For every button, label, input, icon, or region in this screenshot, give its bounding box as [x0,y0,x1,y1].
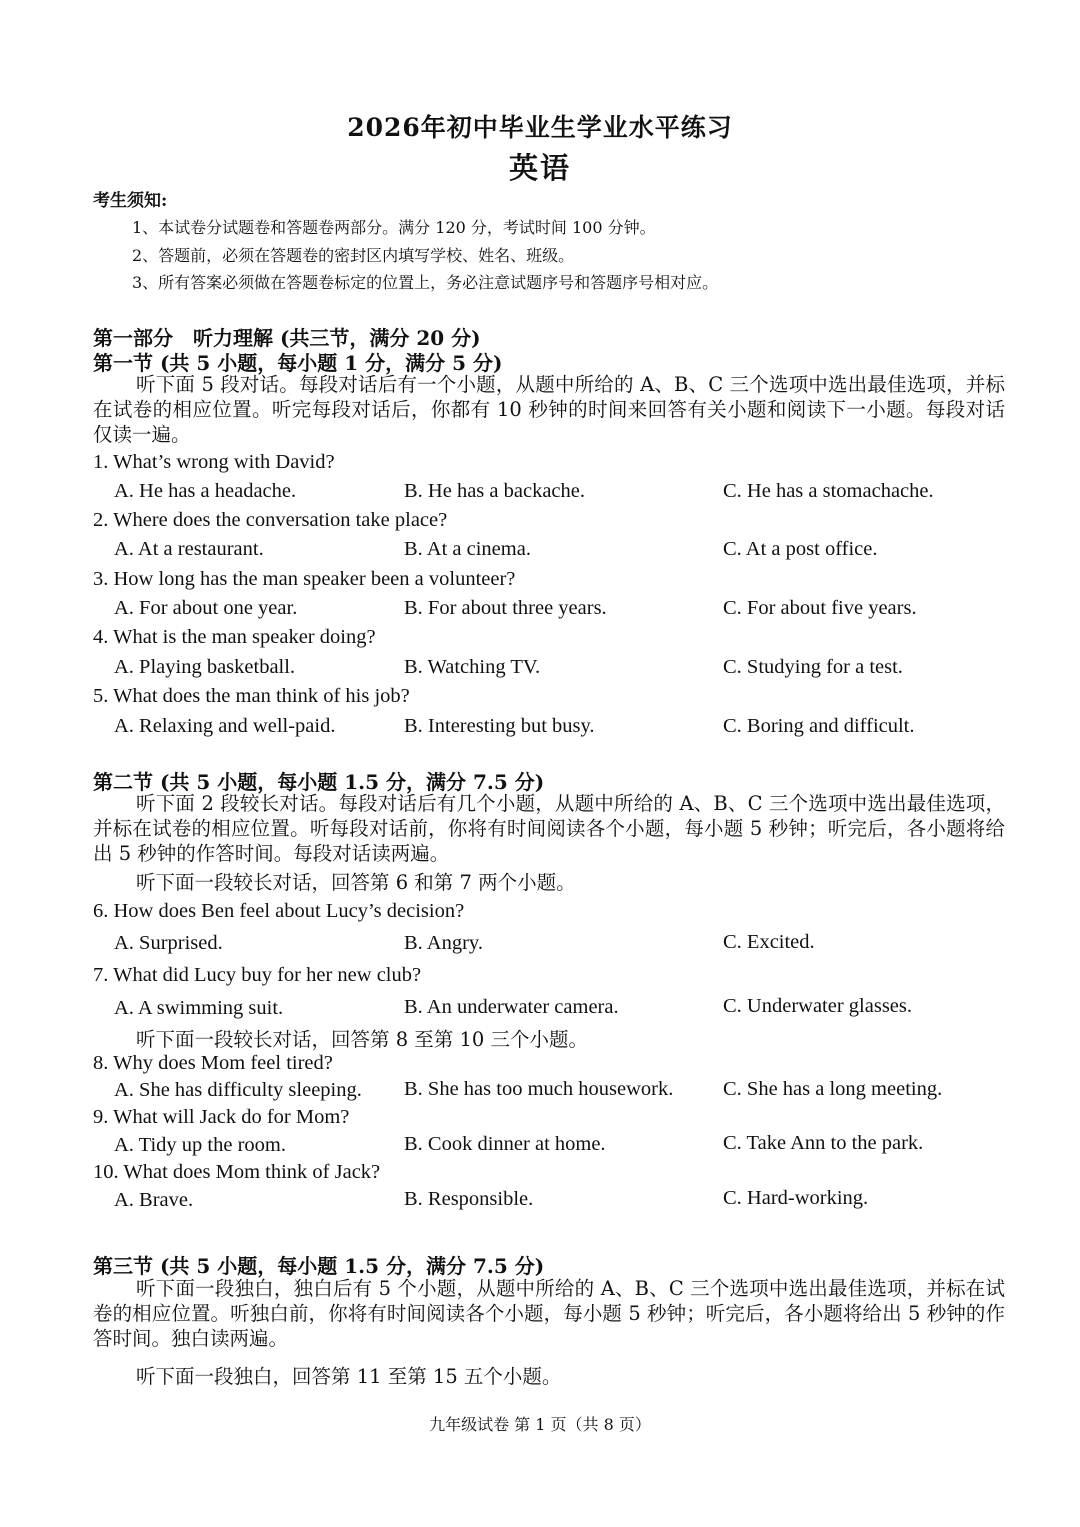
option-c: C. She has a long meeting. [723,1078,943,1100]
option-b: B. For about three years. [404,597,607,619]
option-b: B. He has a backache. [404,480,585,502]
question-text: 9. What will Jack do for Mom? [93,1106,350,1128]
option-c: C. Boring and difficult. [723,715,915,737]
option-a: A. Brave. [114,1189,194,1211]
option-b: B. Angry. [404,932,483,954]
option-a: A. He has a headache. [114,480,297,502]
notice-item: 1、本试卷分试题卷和答题卷两部分。满分 120 分，考试时间 100 分钟。 [132,218,656,237]
option-c: C. He has a stomachache. [723,480,934,502]
question-text: 2. Where does the conversation take place? [93,509,448,531]
option-b: B. Cook dinner at home. [404,1133,606,1155]
section-instructions: 听下面 2 段较长对话。每段对话后有几个小题，从题中所给的 A、B、C 三个选项中选出最佳选项，并标在试卷的相应位置。听每段对话前，你将有时间阅读各个小题，每小题 5 秒钟；听完后，各小题将给出 5 秒钟的作答时间。每段对话读两遍。 [93,792,1005,865]
notice-item: 3、所有答案必须做在答题卷标定的位置上，务必注意试题序号和答题序号相对应。 [132,273,719,292]
option-c: C. Hard-working. [723,1187,869,1209]
question-text: 3. How long has the man speaker been a volunteer? [93,568,516,590]
option-a: A. For about one year. [114,597,298,619]
question-text: 7. What did Lucy buy for her new club? [93,964,422,986]
option-a: A. At a restaurant. [114,538,264,560]
question-text: 5. What does the man think of his job? [93,685,410,707]
exam-title: 2026年初中毕业生学业水平练习 [347,113,733,142]
notice-heading: 考生须知: [93,191,168,211]
option-a: A. Relaxing and well-paid. [114,715,336,737]
question-text: 1. What’s wrong with David? [93,451,335,473]
question-text: 4. What is the man speaker doing? [93,626,376,648]
question-text: 6. How does Ben feel about Lucy’s decision? [93,900,465,922]
page-footer: 九年级试卷 第 1 页（共 8 页） [429,1415,651,1434]
question-text: 10. What does Mom think of Jack? [93,1161,381,1183]
section-heading: 第二节 (共 5 小题，每小题 1.5 分，满分 7.5 分) [93,770,545,794]
exam-subject: 英语 [508,151,571,185]
section-instructions: 听下面一段独白，独白后有 5 个小题，从题中所给的 A、B、C 三个选项中选出最佳选项，并标在试卷的相应位置。听独白前，你将有时间阅读各个小题，每小题 5 秒钟；听完后，各小题将给出 5 秒钟的作答时间。独白读两遍。 [93,1277,1005,1350]
option-b: B. An underwater camera. [404,996,619,1018]
section-instructions: 听下面 5 段对话。每段对话后有一个小题，从题中所给的 A、B、C 三个选项中选出最佳选项，并标在试卷的相应位置。听完每段对话后，你都有 10 秒钟的时间来回答有关小题和阅读下一小题。每段对话仅读一遍。 [93,373,1005,446]
sub-instructions: 听下面一段较长对话，回答第 6 和第 7 两个小题。 [136,871,576,894]
sub-instructions: 听下面一段较长对话，回答第 8 至第 10 三个小题。 [136,1028,589,1051]
option-a: A. Playing basketball. [114,656,296,678]
section-heading: 第一节 (共 5 小题，每小题 1 分，满分 5 分) [93,351,503,375]
sub-instructions: 听下面一段独白，回答第 11 至第 15 五个小题。 [136,1365,562,1388]
option-a: A. Tidy up the room. [114,1134,286,1156]
section-heading: 第三节 (共 5 小题，每小题 1.5 分，满分 7.5 分) [93,1254,545,1278]
option-a: A. A swimming suit. [114,997,284,1019]
option-b: B. At a cinema. [404,538,531,560]
notice-item: 2、答题前，必须在答题卷的密封区内填写学校、姓名、班级。 [132,246,575,265]
option-a: A. She has difficulty sleeping. [114,1079,362,1101]
option-b: B. Responsible. [404,1188,534,1210]
question-text: 8. Why does Mom feel tired? [93,1052,333,1074]
option-a: A. Surprised. [114,932,223,954]
option-c: C. Studying for a test. [723,656,903,678]
option-b: B. She has too much housework. [404,1078,674,1100]
option-c: C. Take Ann to the park. [723,1132,924,1154]
option-c: C. Excited. [723,931,815,953]
option-c: C. For about five years. [723,597,917,619]
option-c: C. At a post office. [723,538,878,560]
option-c: C. Underwater glasses. [723,995,913,1017]
option-b: B. Watching TV. [404,656,541,678]
part-heading: 第一部分 听力理解 (共三节，满分 20 分) [93,326,481,350]
option-b: B. Interesting but busy. [404,715,595,737]
